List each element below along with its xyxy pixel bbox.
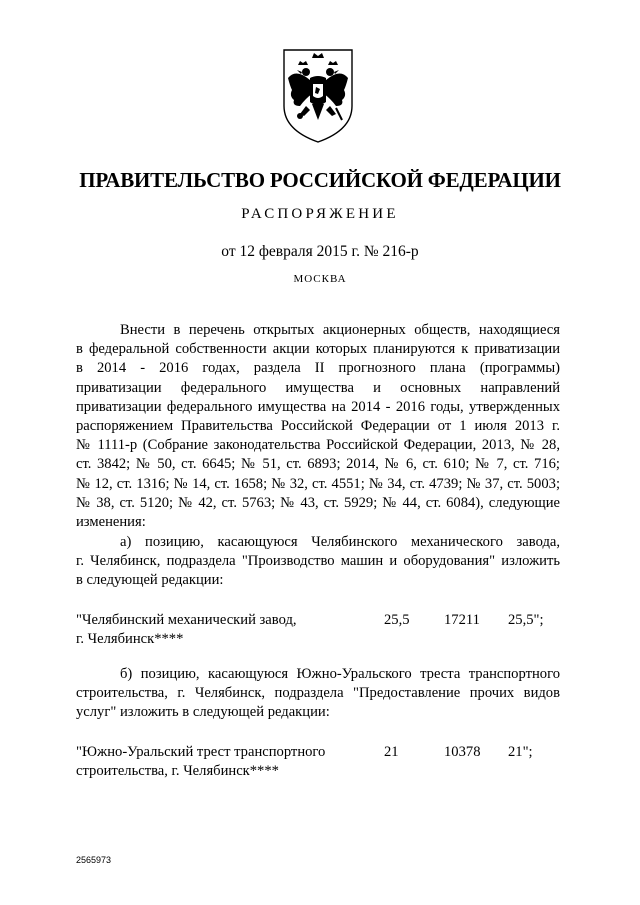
text-line: в федеральной собственности акции которых планируются к приватизации bbox=[76, 341, 560, 358]
text-line: в 2014 - 2016 годах, раздела II прогнозного плана (программы) bbox=[76, 360, 560, 377]
government-title: ПРАВИТЕЛЬСТВО РОССИЙСКОЙ ФЕДЕРАЦИИ bbox=[79, 168, 561, 192]
company-name-line: "Челябинский механический завод, bbox=[76, 612, 297, 628]
document-date-number: от 12 февраля 2015 г. № 216-р bbox=[221, 243, 419, 260]
text-line: приватизации федерального имущества на 2014 - 2016 годы, утвержденных bbox=[76, 398, 560, 415]
share-percent: 25,5 bbox=[384, 612, 410, 628]
shares-count: 10378 bbox=[444, 744, 481, 760]
company-name bbox=[76, 743, 356, 781]
privatized-percent: 25,5"; bbox=[508, 612, 544, 628]
document-city: МОСКВА bbox=[293, 273, 347, 285]
text-line: изменения: bbox=[76, 514, 146, 531]
item-b-paragraph bbox=[76, 665, 560, 723]
text-line: Внести в перечень открытых акционерных обществ, находящиеся bbox=[120, 322, 560, 338]
text-line: услуг" изложить в следующей редакции: bbox=[76, 704, 330, 721]
share-percent: 21 bbox=[384, 744, 399, 760]
company-name-line: строительства, г. Челябинск**** bbox=[76, 763, 279, 780]
text-line: № 1111-р (Собрание законодательства Российской Федерации, 2013, № 28, bbox=[76, 437, 560, 454]
text-line: приватизации федерального имущества и основных направлений bbox=[76, 379, 560, 396]
text-line: г. Челябинск, подраздела "Производство машин и оборудования" изложить bbox=[76, 553, 560, 570]
shares-count: 17211 bbox=[444, 612, 480, 628]
privatized-percent: 21"; bbox=[508, 744, 533, 760]
text-line: строительства, г. Челябинск, подраздела "Предоставление прочих видов bbox=[76, 685, 560, 702]
company-name-line: "Южно-Уральский трест транспортного bbox=[76, 744, 326, 760]
text-line: № 12, ст. 1316; № 14, ст. 1658; № 32, ст. 4551; № 34, ст. 4739; № 37, ст. 5003; bbox=[76, 475, 560, 492]
document-type: РАСПОРЯЖЕНИЕ bbox=[241, 206, 399, 222]
coat-of-arms-icon bbox=[276, 46, 360, 144]
text-line: в следующей редакции: bbox=[76, 572, 224, 589]
intro-paragraph bbox=[76, 321, 560, 532]
item-a-paragraph bbox=[76, 533, 560, 591]
company-name-line: г. Челябинск**** bbox=[76, 631, 184, 648]
text-line: б) позицию, касающуюся Южно-Уральского треста транспортного bbox=[120, 666, 560, 682]
text-line: ст. 3842; № 50, ст. 6645; № 51, ст. 6893; 2014, № 6, ст. 610; № 7, ст. 716; bbox=[76, 456, 560, 473]
text-line: а) позицию, касающуюся Челябинского механического завода, bbox=[120, 534, 560, 550]
document-code: 2565973 bbox=[76, 855, 112, 865]
text-line: распоряжением Правительства Российской Федерации от 1 июля 2013 г. bbox=[76, 418, 560, 435]
company-name bbox=[76, 611, 356, 649]
text-line: № 38, ст. 5120; № 42, ст. 5763; № 43, ст. 5929; № 44, ст. 6084), следующие bbox=[76, 494, 560, 511]
